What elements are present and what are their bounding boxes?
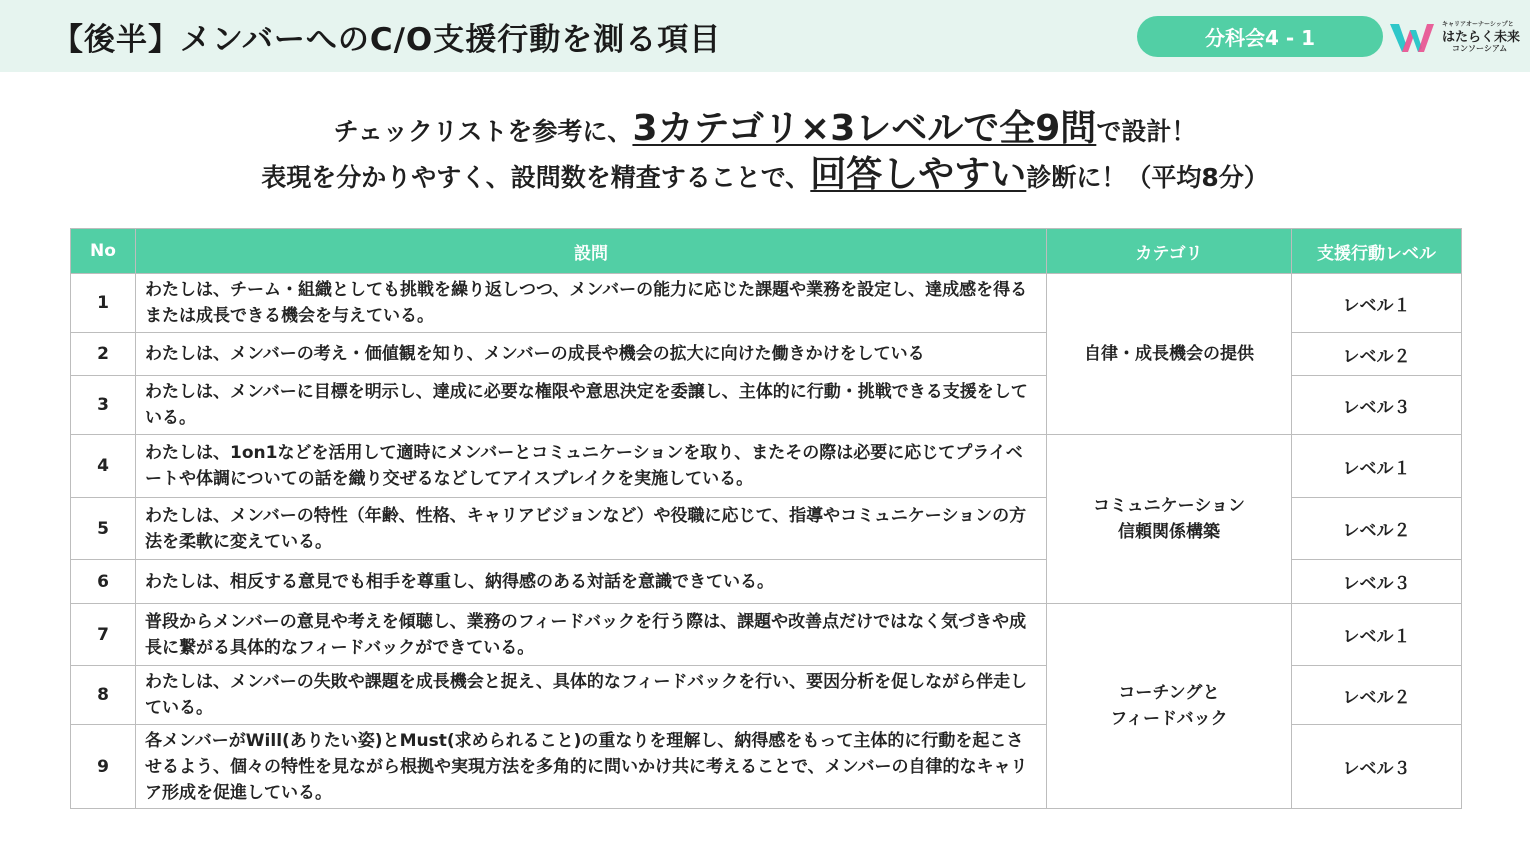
table-row	[71, 274, 1462, 333]
row-level: レベル２	[1292, 498, 1462, 560]
table-row	[71, 435, 1462, 498]
row-level: レベル１	[1292, 604, 1462, 666]
category-cell	[1047, 435, 1292, 604]
row-no: 8	[71, 666, 136, 725]
row-question: わたしは、1on1などを活用して適時にメンバーとコミュニケーションを取り、またその際は必要に応じてプライベートや体調についての話を織り交ぜるなどしてアイスブレイクを実施している。	[136, 435, 1047, 498]
row-no: 5	[71, 498, 136, 560]
logo-name: はたらく未来	[1442, 30, 1521, 45]
lead-2-emphasis: 回答しやすい	[810, 154, 1027, 195]
header-question: 設問	[136, 229, 1047, 274]
row-question: わたしは、メンバーの考え・価値観を知り、メンバーの成長や機会の拡大に向けた働きかけをしている	[136, 333, 1047, 376]
header-level: 支援行動レベル	[1292, 229, 1462, 274]
row-level: レベル３	[1292, 376, 1462, 435]
lead-2-a: 表現を分かりやすく、設問数を精査することで、	[261, 163, 811, 192]
row-level: レベル３	[1292, 560, 1462, 604]
brand-logo	[1390, 18, 1520, 56]
page-title: 【後半】メンバーへのC/O支援行動を測る項目	[52, 22, 722, 58]
row-no: 7	[71, 604, 136, 666]
category-line: コーチングと	[1118, 683, 1220, 703]
row-question: わたしは、メンバーの特性（年齢、性格、キャリアビジョンなど）や役職に応じて、指導やコミュニケーションの方法を柔軟に変えている。	[136, 498, 1047, 560]
row-no: 6	[71, 560, 136, 604]
category-cell	[1047, 274, 1292, 435]
lead-1-emphasis: 3カテゴリ×3レベルで全9問	[632, 108, 1097, 149]
row-no: 3	[71, 376, 136, 435]
lead-1-c: で設計！	[1096, 117, 1197, 146]
row-question: わたしは、メンバーの失敗や課題を成長機会と捉え、具体的なフィードバックを行い、要因分析を促しながら伴走している。	[136, 666, 1047, 725]
row-level: レベル１	[1292, 435, 1462, 498]
row-question: わたしは、チーム・組織としても挑戦を繰り返しつつ、メンバーの能力に応じた課題や業務を設定し、達成感を得るまたは成長できる機会を与えている。	[136, 274, 1047, 333]
lead-2-c: 診断に！（平均8分）	[1026, 163, 1269, 192]
row-question: わたしは、相反する意見でも相手を尊重し、納得感のある対話を意識できている。	[136, 560, 1047, 604]
header-no: No	[71, 229, 136, 274]
row-no: 1	[71, 274, 136, 333]
lead-line-2	[0, 146, 1530, 197]
row-question: 各メンバーがWill(ありたい姿)とMust(求められること)の重なりを理解し、納得感をもって主体的に行動を起こさせるよう、個々の特性を見ながら根拠や実現方法を多角的に問いかけ共に考えることで、メンバーの自律的なキャリア形成を促進している。	[136, 725, 1047, 809]
category-line: 自律・成長機会の提供	[1084, 344, 1254, 364]
question-table	[70, 228, 1462, 809]
row-no: 2	[71, 333, 136, 376]
logo-sub: コンソーシアム	[1452, 44, 1508, 53]
row-level: レベル１	[1292, 274, 1462, 333]
category-line: フィードバック	[1110, 709, 1228, 729]
row-level: レベル３	[1292, 725, 1462, 809]
logo-tagline: キャリアオーナーシップと	[1442, 21, 1514, 28]
header-category: カテゴリ	[1047, 229, 1292, 274]
row-question: わたしは、メンバーに目標を明示し、達成に必要な権限や意思決定を委譲し、主体的に行動・挑戦できる支援をしている。	[136, 376, 1047, 435]
category-line: コミュニケーション	[1093, 496, 1245, 516]
row-level: レベル２	[1292, 333, 1462, 376]
category-cell	[1047, 604, 1292, 809]
category-line: 信頼関係構築	[1118, 522, 1220, 542]
logo-w-icon	[1390, 20, 1434, 54]
session-badge: 分科会4 - 1	[1137, 16, 1383, 57]
lead-line-1	[0, 100, 1530, 151]
row-no: 9	[71, 725, 136, 809]
row-question: 普段からメンバーの意見や考えを傾聴し、業務のフィードバックを行う際は、課題や改善点だけではなく気づきや成長に繋がる具体的なフィードバックができている。	[136, 604, 1047, 666]
row-no: 4	[71, 435, 136, 498]
row-level: レベル２	[1292, 666, 1462, 725]
table-row	[71, 604, 1462, 666]
lead-1-a: チェックリストを参考に、	[333, 117, 633, 146]
header-bar	[0, 0, 1530, 72]
table-header-row	[71, 229, 1462, 274]
